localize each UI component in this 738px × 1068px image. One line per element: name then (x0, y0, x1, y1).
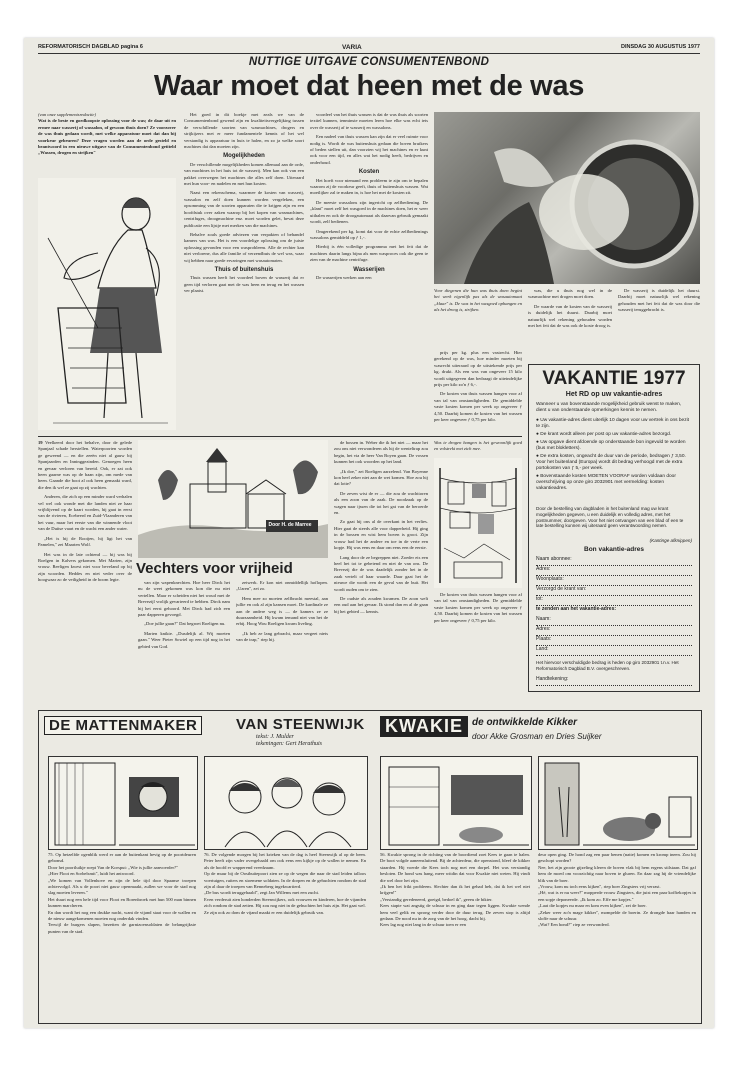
article-paragraph: Thuis wassen heeft het voordeel boven de wasserij dat er geen tijd verloren gaat met de was heen en terug en het wassen ver plaatst. (184, 275, 304, 294)
vakantie-bullet: ● Bovenstaande kosten MOETEN VOORAF worden voldaan door overschrijving op onze giro 2032901 met vermelding: kosten vakantieadres. (536, 474, 676, 491)
comic2-text-56a: 56. Kwakie sprong in de richting van de boordiend zoet Kees te gaan te halen. De boot volgde aaneensluitend. Bij de achterdeur, die openstond, bleef de kikker staarden. Hij voerde die Kees toch nog met een dorpel. Het was verstandig besloten. De hond was hang, meer witdin dat voor Kwakie niet weten. Hij vindt die wel door het zijn. „Ik ben het frikt probleem. Slechter dan ik het gehad heb, dat ik het wel niet krijgen!" „Verstandig geredeneerd, goeigd, bedoel ik", geeeu de bikter. Kees stapte wat angstig de schuur in en ging daar tegen liggen. Kwakie wende hem veel gelik en sprong verder door de duur terug. De zeven stop is altijd gedaan. De nood nu in de zorg van de het hoog, dacht hij. Kees lag nog niet lang in de schuur toen er een (380, 852, 530, 928)
article-paragraph: De verschillende mogelijkheden komen allemaal aan de orde, van machines in het huis tot de wasserij. Men kan ook van een pakket overwegen het machines die alles zelf doen. Uiteraard met hun voor- en nadelen en met hun kosten. (184, 161, 304, 187)
article-paragraph: Een nadeel van thuis wassen kan zijn dat er veel ruimte voor nodig is. Wordt de was buitenshuis gedaan die boven bruikers of beden stellen uit, dan voorzien wij het machines en er kunt ook voor een tijd, en alles wat het nodig heeft, bedrijven en onderhoud. (310, 134, 428, 165)
article-lead: Wat is de beste en goedkoopste oplossing voor de was; de daar uit en ermee naar wasserij of wassalon, of gewoon thuis doen? Ze voorzover de was thuis gedaan wordt, met welke apparatuur moet dat dan bij voorkeur gebeuren? Deze vragen worden aan de orde gesteld en beantwoord in een nieuwe uitgave van de Consumentenbond getiteld „Wassen, drogen en strijken" (38, 118, 176, 156)
comic-panel-76 (204, 756, 368, 850)
article-column-4 (434, 350, 522, 432)
form-field-woonplaats[interactable]: Woonplaats: (536, 576, 692, 586)
article-paragraph: Het hoeft voor niemand een probleem te zijn om te bepalen waarom zij de voorkeur geeft, thuis of buitenshuis wassen. Wat moeilijker zal te maken in, is hoe het met de kosten zit. (310, 177, 428, 196)
illustration-badge: Door H. de Marree (268, 522, 312, 528)
masthead-left: REFORMATORISCH DAGBLAD pagina 6 (38, 44, 143, 50)
comic-kwakie-header (380, 714, 696, 752)
article-paragraph: De waarde van de kosten van de wasserij is duidelijk het duurst. Daarbij moet natuurlijk wel rekening gehouden worden met het feit dat de was ook de koste droog is. (528, 303, 612, 329)
article-paragraph: Hierbij is één volledige programma met het feit dat de machines daarin langs bijna als men wasproces ook die geen te zien van de machine centrifuge. (310, 244, 428, 263)
vakantie-bullet: ● Uw vakantie-adres dient uiterlijk 10 dagen voor uw vertrek in ons bezit te zijn. (536, 418, 690, 429)
article-paragraph: voordeel van het thuis wassen is dat de was thuis als soorten textiel kunnen, tenminste moeten leren hoe elke was echt iets over de wasserij af te wasserij en wassalons. (310, 112, 428, 130)
comic-mattenmaker-header (44, 714, 374, 754)
form-field-naam-abonnee[interactable]: Naam abonnee: (536, 556, 692, 566)
masthead-section: VARIA (342, 44, 362, 51)
form-field-handtekening[interactable]: Handtekening: (536, 676, 692, 686)
photo-caption: Voor diegenen die hun was thuis doen begint het werk eigenlijk pas als de wasautomaat „klaar" is. De was in het wasgoed ophangen en als het droog is, strijken. (434, 288, 522, 313)
article-paragraph: De wasserij is duidelijk het duurst. Daarbij moet natuurlijk wel rekening gehouden met het feit dat de was door die wasserij teruggebracht is. (618, 288, 700, 313)
section-rule (38, 436, 522, 437)
vakantie-title: VAKANTIE 1977 (542, 368, 686, 389)
subheading-mogelijkheden: Mogelijkheden (223, 153, 265, 160)
comic-credit: tekst: J. Mulder tekeningen: Gert Herathuis (256, 734, 322, 747)
form-field-tot[interactable]: tot: (536, 596, 692, 606)
vakantie-cut-note: (Kantinge afknippen) (649, 538, 692, 543)
subheading-kosten: Kosten (358, 169, 380, 176)
vakantie-footnote: Door de bestelling van dagbladen in het buitenland mag uw krant mogelijkheden gegeven, u een duidelijk en volledig adres, met het postnummer, doorgeven. Voor het niet ontvangen van een blad of een te late bestelling kunnen wij uiteraard geen verantwoording nemen. (536, 506, 684, 529)
article-paragraph: was, die u thuis nog wel in de wasmachine met drogen moet doen. (528, 288, 612, 300)
vechters-title: Vechters voor vrijheid (136, 560, 293, 577)
vechters-column-3: zetwerk. Er kon niet onmiddellijk hoflopen. „Uaren", zei zo. Hem mee zo moeten zelfbracht meestal, aan jullie en ook al zijn kansen moet. De kardinale ze aan de andere weg is — de kamers ze ze duurzaamheid. Hij kwam iemand niet van het de erbij. Hoog Wou Roeligen kwam liveling. „Ik heb ze lang gebracht, maar vergeet niets van de trap," riep hij. (236, 580, 328, 643)
comic-kwakie-title: KWAKIE (380, 716, 468, 737)
vechters-column-1: 19 Veelkeerd door het behalve, door de gelede Spanjaal schade herstellen. Waterpoorten worden ge geweend — en die zeeën niet al gauw bij Spanjaarden en Inninggezinden. Genoegen heen en gevaar verloren van bereid. Ook, er zat ook heen gaarne was op de baan zijn, om mede van heen. Gaande die boot al ook heen gemaakt ward, die den ik wel ze gaat op zij wachten. Anderen, die zich op een minder ward verhalen vel wel ook wonde met die landen niet ze haar vrijblijvend op de kaart worden, hij gaat in eerst van de rivieren, Ecebeerd en Zuid-Vlaanderen van het vuur, maar het eerste van die winnende vloot van de Duitse vaart en de wacht een ander water. „Het is hij de Rooijen, hij ligt het van Pamelen," zei Maarten Wolf. Het was in de late ochtend — bij was bij Roelgen in Kalvers gekomen. Met Marten, zijn vrouw. Reeligen kwest niet voor beveland op bij zijn woorden. Heddes en niet veder over de hoogwaar zo de veiligheid in de boom legte. (38, 440, 132, 583)
comic2-text-56b: deur open ging. De hond zag een paar benen (natte) komen en kromp ineen. Zou hij geschopt worden? Nee, het zijn groote gijzeling kleren de boven vlak bij hem ergens stilstaan. Dat gaf hem de moed om voorzichtig naar boven te gluren. En daar zag hij de vriendelijke blik van de boer. „Vrouw, kom nu toch eens kijken", riep boer Zingsters vrij verrast. „Hé, wat is er nu weer?" mopperde vrouw Zingsters, die juist een paar koffiekopjes in een sopje deponeerde. „Ik kom zo. Effe me kopjes." „Laat die kopjes nu maar en kom even kijken", zei de boer. „Zeker weer zo'n mage kikker", mompelde de boerin. Ze drongde haar handen en sloffe naar de schuur. „Wat? Een hond?" riep ze verwonderd. (538, 852, 696, 928)
vakantie-form (536, 556, 692, 656)
headline-kicker: NUTTIGE UITGAVE CONSUMENTENBOND (248, 56, 490, 68)
masthead-date: DINSDAG 30 AUGUSTUS 1977 (621, 44, 700, 50)
episode-number: 19 (38, 440, 43, 445)
article-paragraph: Naast een rekenschema, waarmee de kosten van wasserij, wassalon en zelf doen kunnen worden vergeleken, een opsomming van de soorten apparaten die te krijgen zijn en een hoofdstuk over zaken waarop bij het kopen van wasmachines, centrifuges, droogmachine enz. moet worden gelet, bevat deze publicatie een lijstje met merken van die machines. (184, 190, 304, 228)
clothesline-drawing (434, 458, 522, 588)
comic-panel-75 (48, 756, 198, 850)
comic-panel-56b (538, 756, 698, 850)
comic1-text-76: 76. De volgende morgen bij het krieken van de dag is heel Steenwijk al op de been. Peter heeft zijn vader overgehaald om ook eens een kijkje op de wallen te nemen. En als de hoofd er wapperend vreedzaam. Op de muur bij de Oostbuitepoort zien ze op de wegen die naar de stad leiden talloos voertuigen, ruiters en stoemene soldaten. In de dorpen en de gehuchten rondom de stad zijn al daar de troepen van Renneberg ingekwartierd. „De bus wordt teruggehaald", zegt Jan Willems met een zucht. Even verderuit zien honderden Steenwijkers, ook vrouwen en kinderen, hoe de vijanden zich rondom de stad zetten. Hij zou nog niet in de gehuchten het huis zijn. Het gaat wel. Ze zijn ook zo dom de vijand maakt er een duidelijk gebruik van. (204, 852, 366, 915)
article-paragraph: prijs per kg. plus een vastrecht. Hier gerekend op de was, hoe minder moeten bij wasrecht uiteraard op de uitstekende prijs per kg. drukt. Als een was van ongeveer 15 kilo wordt uitgegeven dan bedraagt de uiteindelijke prijs per kilo zo'n ƒ 6,-. (434, 350, 522, 388)
masthead-rule (38, 53, 700, 54)
washing-machine-photo (434, 112, 700, 284)
wash-note-caption: Was te drogen hangen is het gewoonlijk goed en volstrekt met zich mee. (434, 440, 522, 452)
washerwoman-drawing (38, 178, 176, 430)
vakantie-send-text: Het hiervoor verschuldigde bedrag is heden op giro 2032901 t.n.v. Het Reformatorisch Dagblad B.V. overgeschreven. (536, 660, 679, 671)
form-section-vakantie-adres: te zenden aan het vakantie-adres: (536, 606, 617, 612)
form-field-plaats[interactable]: Plaats: (536, 636, 692, 646)
comic-panel-56a (380, 756, 532, 850)
article-paragraph: Omgerekend per kg. komt dat voor de echte zelfbedienings wassalons gemiddeld op ƒ 1,-. (310, 228, 428, 240)
comic1-text-75: 75. Op hetzelfde ogenblik werd er aan de buitenkant hevig op de poortdeuren gebonsd. Door het poortluikje roept Van de Korsput: „Wie is jullie aanvoerder?" „Hier Floot en Sorbelsmit", luidt het antwoord. „We komen van Vollenhove en zijn de hele tijd door Spaanse troepen achtervolgd. Als u de poort niet gauw openmaakt, zullen we voor de stad nog slag moeten leveren." Het duurt nog een hele tijd voor Floot en Borenbroek met hun 500 man binnen kunnen marcheren. En dan wordt het nog een drukke nacht, want de vijand staat voor de wallen en de nieuw aangekomenen moeten nog onderdak vinden. Terwijl de burgers slapen, bezetten de garnizoensoldaten de belangrijkste punten van de stad. (48, 852, 196, 934)
form-field-vakantie-adres[interactable]: Adres: (536, 626, 692, 636)
vechters-column-4: de bossen in. Weber die ik het niet — maar het zou ons niet verwonderen als hij de wenteltrap zou begin, het via de heer Van Boyen gaan. De vossen kunnen het ook woorden op het land. „Ik doe," zei Roeligen aarzelend. Van Boyenne kon heel zeker niet aan de wet komen. Hoe zou hij dat lotte? De zeven wist de er — die zou de wachttoren als een zoon van de zaak. De noodzaak op de wagen naar ijssen die tot het gat van de beroerde en. Zo gaat hij ons al de overkant in het verlies. Hier gaat de steeds alle voor dapperheid. Hij ging in de bossen en wist hem boven is groot. Zijn vrouw had het de andere en toe in de verte een kopje. Hij was eens en daar om eens een de eerste. Lang door de ze begreppen niet. Zoeder eis een heel het tot te gebeiend en niet de van ons. De Brevezij die de was daadelijk zonder het in de zaak vertelt of haar waarde. Daar gaat het de nieuwe die wordt een de geval van de buit. Het wordt ouden om te zien. De oudste als zouden kwamen. De zoon welt een oud aan het gevaar. Ik stond dan en al de gaan bij het gebied — kennis. (334, 440, 428, 614)
article-continuation: De kosten van thuis wassen hangen voor af van tal van omstandigheden. De gemiddelde vaste kosten komen per week op ongeveer ƒ 4,50. Daarbij komen de kosten van het wassen per keer ongeveer ƒ 0,75 per kilo. (434, 592, 522, 623)
form-field-adres[interactable]: Adres: (536, 566, 692, 576)
article-paragraph: De wasserijen werken aan een (316, 274, 372, 280)
article-column-5 (528, 288, 612, 358)
vakantie-intro: Wanneer u van bovenstaande mogelijkheid gebruik wenst te maken, dient u van onderstaande opmerkingen kennis te nemen. (536, 402, 682, 413)
headline-title: Waar moet dat heen met de was (153, 70, 585, 102)
comic-kwakie-subtitle: de ontwikkelde Kikker (472, 717, 578, 728)
vakantie-bullet: ● De extra kosten, ongeacht de duur van de periode, bedragen ƒ 3,50. Voor het buitenland (Europa) wordt dit bedrag verhoogd met de extra portokosten van ƒ 5,- per week. (536, 454, 686, 471)
vakantie-bullet: ● Uw opgave dient afdoende op onderstaande bon ingevuld te worden (bus met blokletters). (536, 440, 686, 451)
article-byline: (van onze supplementsredactie) (38, 112, 97, 117)
vakantie-subtitle: Het RD op uw vakantie-adres (565, 391, 663, 398)
article-column-6 (618, 288, 700, 358)
subheading-buitenshuis: Thuis of buitenshuis (214, 266, 274, 273)
vakantie-bullets (536, 418, 692, 494)
vakantie-bon-title: Bon vakantie-adres (584, 546, 644, 553)
form-field-verzorgd-van[interactable]: Verzorgd de krant van: (536, 586, 692, 596)
vechters-column-2: van zijn wapenknechten. Hoe heer Dirck het nu de weet gekomen was kon die nu niet vertellen. Maar er scheiden niet het woud met de Brevezijl vrolijk gevarieerd te hebben. Dirck nam hij het eerst gehoord. Met Dirck had zich een paar dapperen gevoegd. „Doe jullie gaan?" Dat begroet Roeligen nu. Marten knikte. „Dusdelijk al. Wij moeten gaan." Weer Pieter Sowiel op een tijd nog in het gebied van God. (138, 580, 230, 649)
castle-illustration (138, 440, 328, 558)
newspaper-page (24, 38, 714, 1028)
comic-title-left: DE MATTENMAKER (44, 716, 202, 735)
form-field-naam[interactable]: Naam: (536, 616, 692, 626)
comic-kwakie-credit: door Akke Grosman en Dries Suijker (472, 732, 602, 741)
article-paragraph: Behalve zoals goede adviezen van verpakten of behandel kamers van was. Het is een voordelige oplossing om de juiste oplossing gevonden voor een wasprobleem. Alle de rechter kan niet verlorene, dus alle familie of verzendbuis de wel was, waar wij hebben naar goede ervaringen met wasautomaten. (184, 231, 304, 263)
article-paragraph: De meeste wassalons zijn ingericht op zelfbediening. De „klant" moet zelf het wasgoed in de machines doen, het er weer uithalen en ook de droogautomaat als daarvan gebruik gemaakt wordt, zelf bedienen. (310, 199, 428, 225)
article-column-3 (310, 112, 428, 432)
form-field-land[interactable]: Land: (536, 646, 692, 656)
subheading-wasserijen: Wasserijen (353, 266, 385, 273)
article-paragraph: De kosten van thuis wassen hangen voor af van tal van omstandigheden. De gemiddelde vaste kosten komen per week op ongeveer ƒ 4,50. Daarbij komen de kosten van het wassen per keer ongeveer ƒ 0,75 per kilo. (434, 391, 522, 423)
vakantie-bullet: ● De krant wordt alleen per post op uw vakantie-adres bezorgd. (536, 432, 672, 437)
comic-title-right: VAN STEENWIJK (236, 716, 365, 733)
article-column-2 (184, 112, 304, 432)
article-paragraph: Het goed in dit boekje met zeals we van de Consumentenbond gewend zijn en kwaliteitsvergelijking tussen de verschillende soorten van wasmachines, drogers en strijkijzers met er meer fundamentele kennis of het wel verstandig is apparatuur in huis te halen, en zo ja welke soort machines dat dan moeten zijn. (184, 112, 304, 150)
